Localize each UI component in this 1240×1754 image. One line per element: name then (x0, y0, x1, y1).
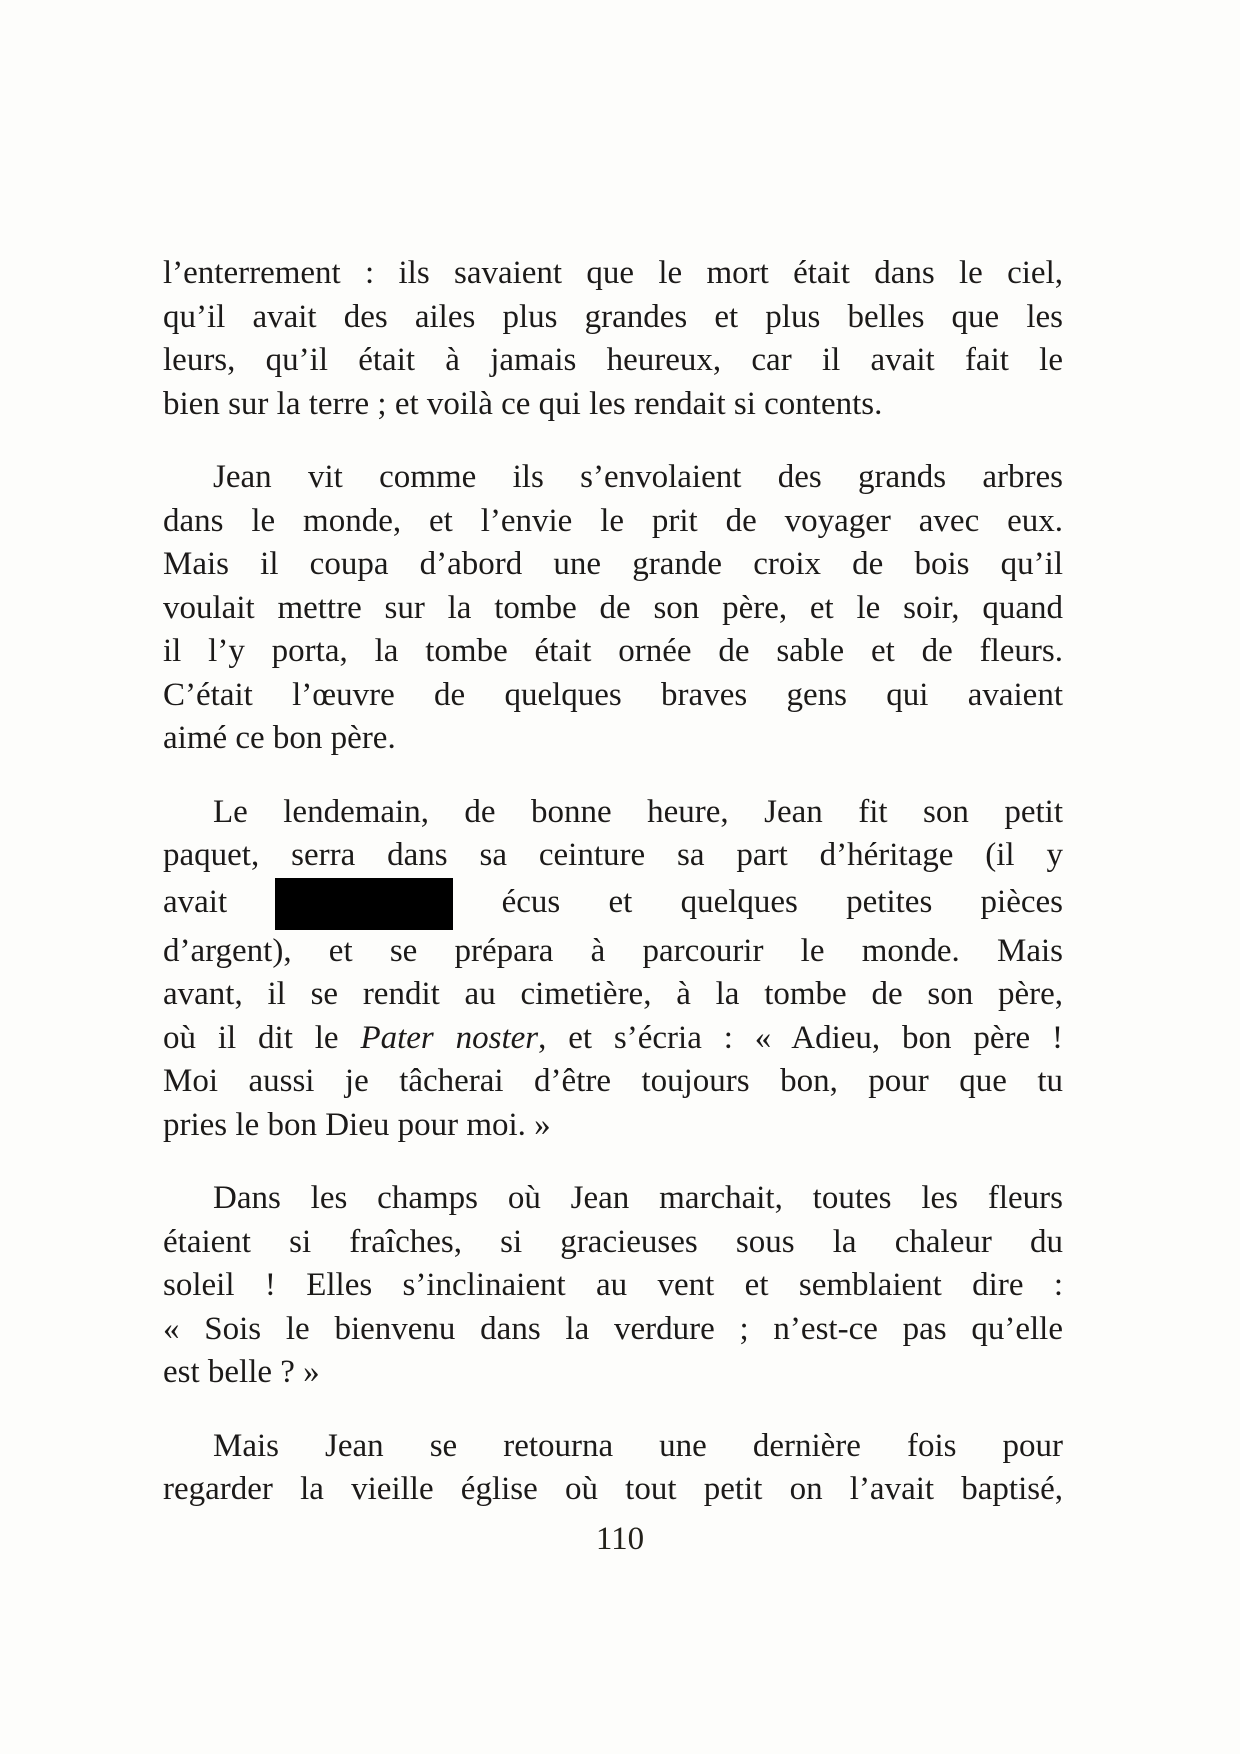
paragraph (163, 1177, 1063, 1395)
text-run: avait (163, 883, 276, 920)
text-run: est belle ? » (163, 1354, 320, 1390)
text-line (163, 1468, 1063, 1512)
page-text (163, 252, 1063, 1512)
text-run: l’enterrement : ils savaient que le mort était dans le ciel, (163, 255, 1063, 291)
text-line (163, 674, 1063, 718)
text-run: d’argent), et se prépara à parcourir le monde. Mais (163, 932, 1063, 969)
text-line (163, 834, 1063, 878)
text-run: « Sois le bienvenu dans la verdure ; n’est-ce pas qu’elle (163, 1310, 1063, 1347)
text-line (163, 500, 1063, 544)
text-run: où il dit le (163, 1019, 361, 1056)
text-run: Le lendemain, de bonne heure, Jean fit son petit (213, 793, 1063, 830)
text-line (163, 1017, 1063, 1061)
text-run: C’était l’œuvre de quelques braves gens qui avaient (163, 676, 1063, 713)
text-line (163, 630, 1063, 674)
text-line (163, 878, 1063, 930)
text-line (163, 1177, 1063, 1221)
text-line (163, 973, 1063, 1017)
text-line (163, 543, 1063, 587)
text-run: Mais il coupa d’abord une grande croix de bois qu’il (163, 546, 1063, 582)
text-run: étaient si fraîches, si gracieuses sous la chaleur du (163, 1223, 1063, 1260)
text-run: paquet, serra dans sa ceinture sa part d’héritage (il y (163, 837, 1063, 873)
page-number: 110 (595, 1521, 645, 1557)
text-line (163, 791, 1063, 835)
text-line (163, 456, 1063, 500)
text-line (163, 1425, 1063, 1469)
text-line (163, 1104, 1063, 1148)
text-run: leurs, qu’il était à jamais heureux, car il avait fait le (163, 342, 1063, 378)
text-run: pries le bon Dieu pour moi. » (163, 1106, 551, 1143)
text-line (163, 1351, 1063, 1395)
text-run: dans le monde, et l’envie le prit de voyager avec eux. (163, 502, 1063, 539)
text-run: Moi aussi je tâcherai d’être toujours bon, pour que tu (163, 1063, 1063, 1099)
text-line (163, 1264, 1063, 1308)
text-run: voulait mettre sur la tombe de son père, et le soir, quand (163, 589, 1063, 626)
text-line (163, 1221, 1063, 1265)
paragraph (163, 1425, 1063, 1512)
text-line (163, 717, 1063, 761)
paragraph (163, 456, 1063, 761)
text-run: bien sur la terre ; et voilà ce qui les rendait si contents. (163, 385, 883, 422)
text-line (163, 383, 1063, 427)
italic-text-run: Pater noster (360, 1019, 539, 1056)
text-line (163, 296, 1063, 340)
text-run: avant, il se rendit au cimetière, à la tombe de son père, (163, 976, 1063, 1012)
text-run: regarder la vieille église où tout petit on l’avait baptisé, (163, 1471, 1063, 1507)
text-run: Jean vit comme ils s’envolaient des grands arbres (213, 459, 1063, 495)
text-run: écus et quelques petites pièces (453, 883, 1063, 920)
paragraph (163, 252, 1063, 426)
text-run: il l’y porta, la tombe était ornée de sable et de fleurs. (163, 633, 1063, 669)
text-line (163, 1060, 1063, 1104)
paragraph (163, 791, 1063, 1148)
redaction-box (275, 878, 453, 930)
text-line (163, 1308, 1063, 1352)
text-run: Dans les champs où Jean marchait, toutes les fleurs (213, 1180, 1063, 1216)
text-line (163, 339, 1063, 383)
text-run: qu’il avait des ailes plus grandes et plus belles que les (163, 298, 1063, 335)
text-run: , et s’écria : « Adieu, bon père ! (538, 1019, 1064, 1056)
text-line (163, 587, 1063, 631)
text-line (163, 930, 1063, 974)
text-run: aimé ce bon père. (163, 720, 396, 756)
text-run: Mais Jean se retourna une dernière fois pour (213, 1427, 1063, 1464)
text-line (163, 252, 1063, 296)
text-run: soleil ! Elles s’inclinaient au vent et semblaient dire : (163, 1267, 1063, 1303)
